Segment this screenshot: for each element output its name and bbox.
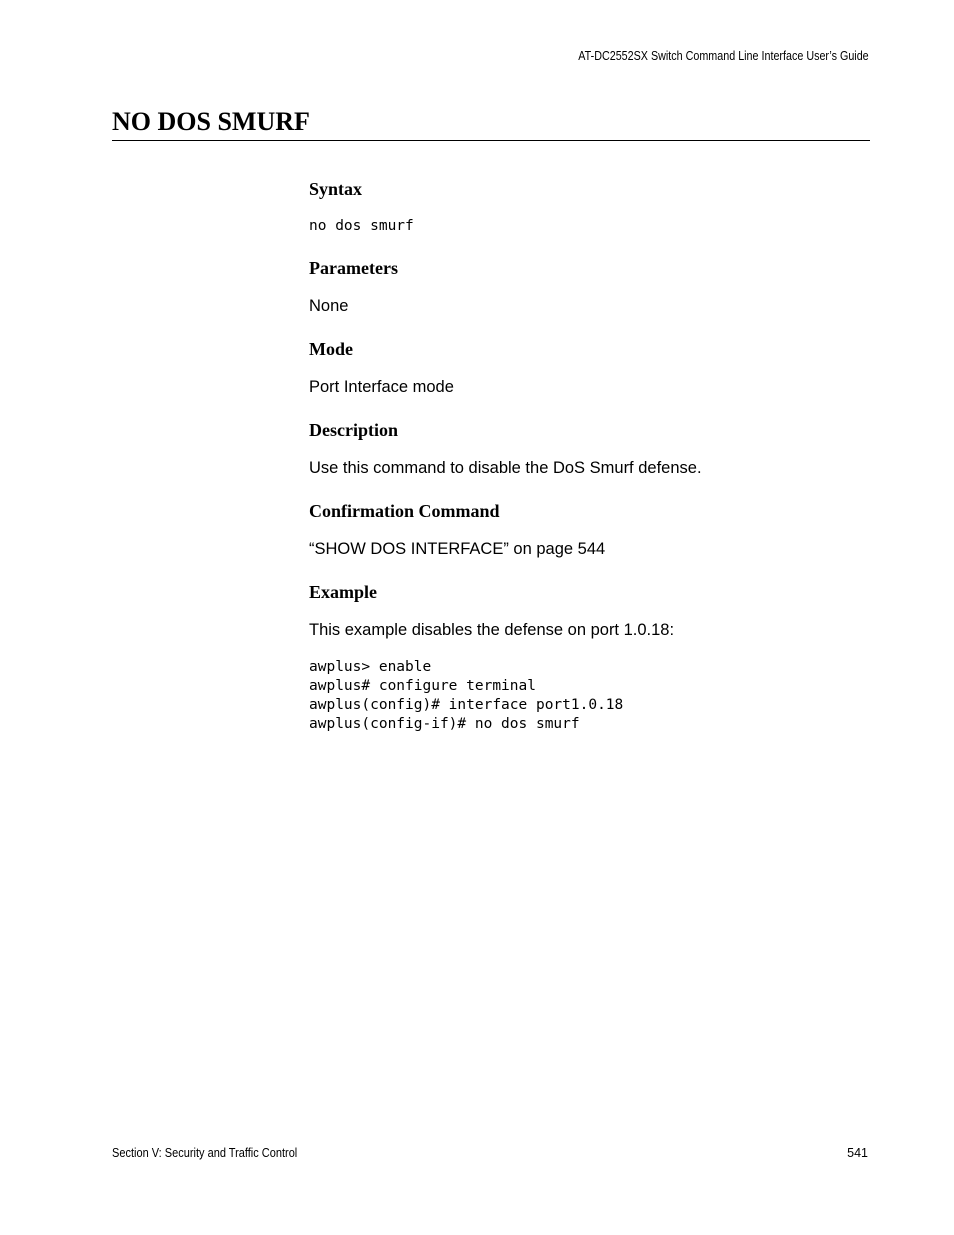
footer-section-label: Section V: Security and Traffic Control xyxy=(112,1146,298,1160)
example-code-line: awplus> enable xyxy=(309,659,432,675)
description-text: Use this command to disable the DoS Smurf defense. xyxy=(309,459,702,477)
footer-page-number: 541 xyxy=(847,1146,868,1160)
example-heading: Example xyxy=(309,582,378,602)
parameters-text: None xyxy=(309,297,349,315)
confirmation-heading: Confirmation Command xyxy=(309,501,500,521)
mode-text: Port Interface mode xyxy=(309,378,454,396)
syntax-heading: Syntax xyxy=(309,179,363,199)
example-code-line: awplus(config)# interface port1.0.18 xyxy=(309,697,624,713)
syntax-code: no dos smurf xyxy=(309,218,414,234)
description-heading: Description xyxy=(309,420,398,440)
title-divider xyxy=(112,140,870,141)
example-code-line: awplus(config-if)# no dos smurf xyxy=(309,716,580,732)
running-header: AT-DC2552SX Switch Command Line Interface User’s Guide xyxy=(578,49,869,63)
example-code-line: awplus# configure terminal xyxy=(309,678,536,694)
parameters-heading: Parameters xyxy=(309,258,398,278)
confirmation-command-link[interactable]: “SHOW DOS INTERFACE” on page 544 xyxy=(309,540,606,558)
page-title: NO DOS SMURF xyxy=(112,107,310,136)
example-text: This example disables the defense on port 1.0.18: xyxy=(309,621,675,639)
mode-heading: Mode xyxy=(309,339,353,359)
